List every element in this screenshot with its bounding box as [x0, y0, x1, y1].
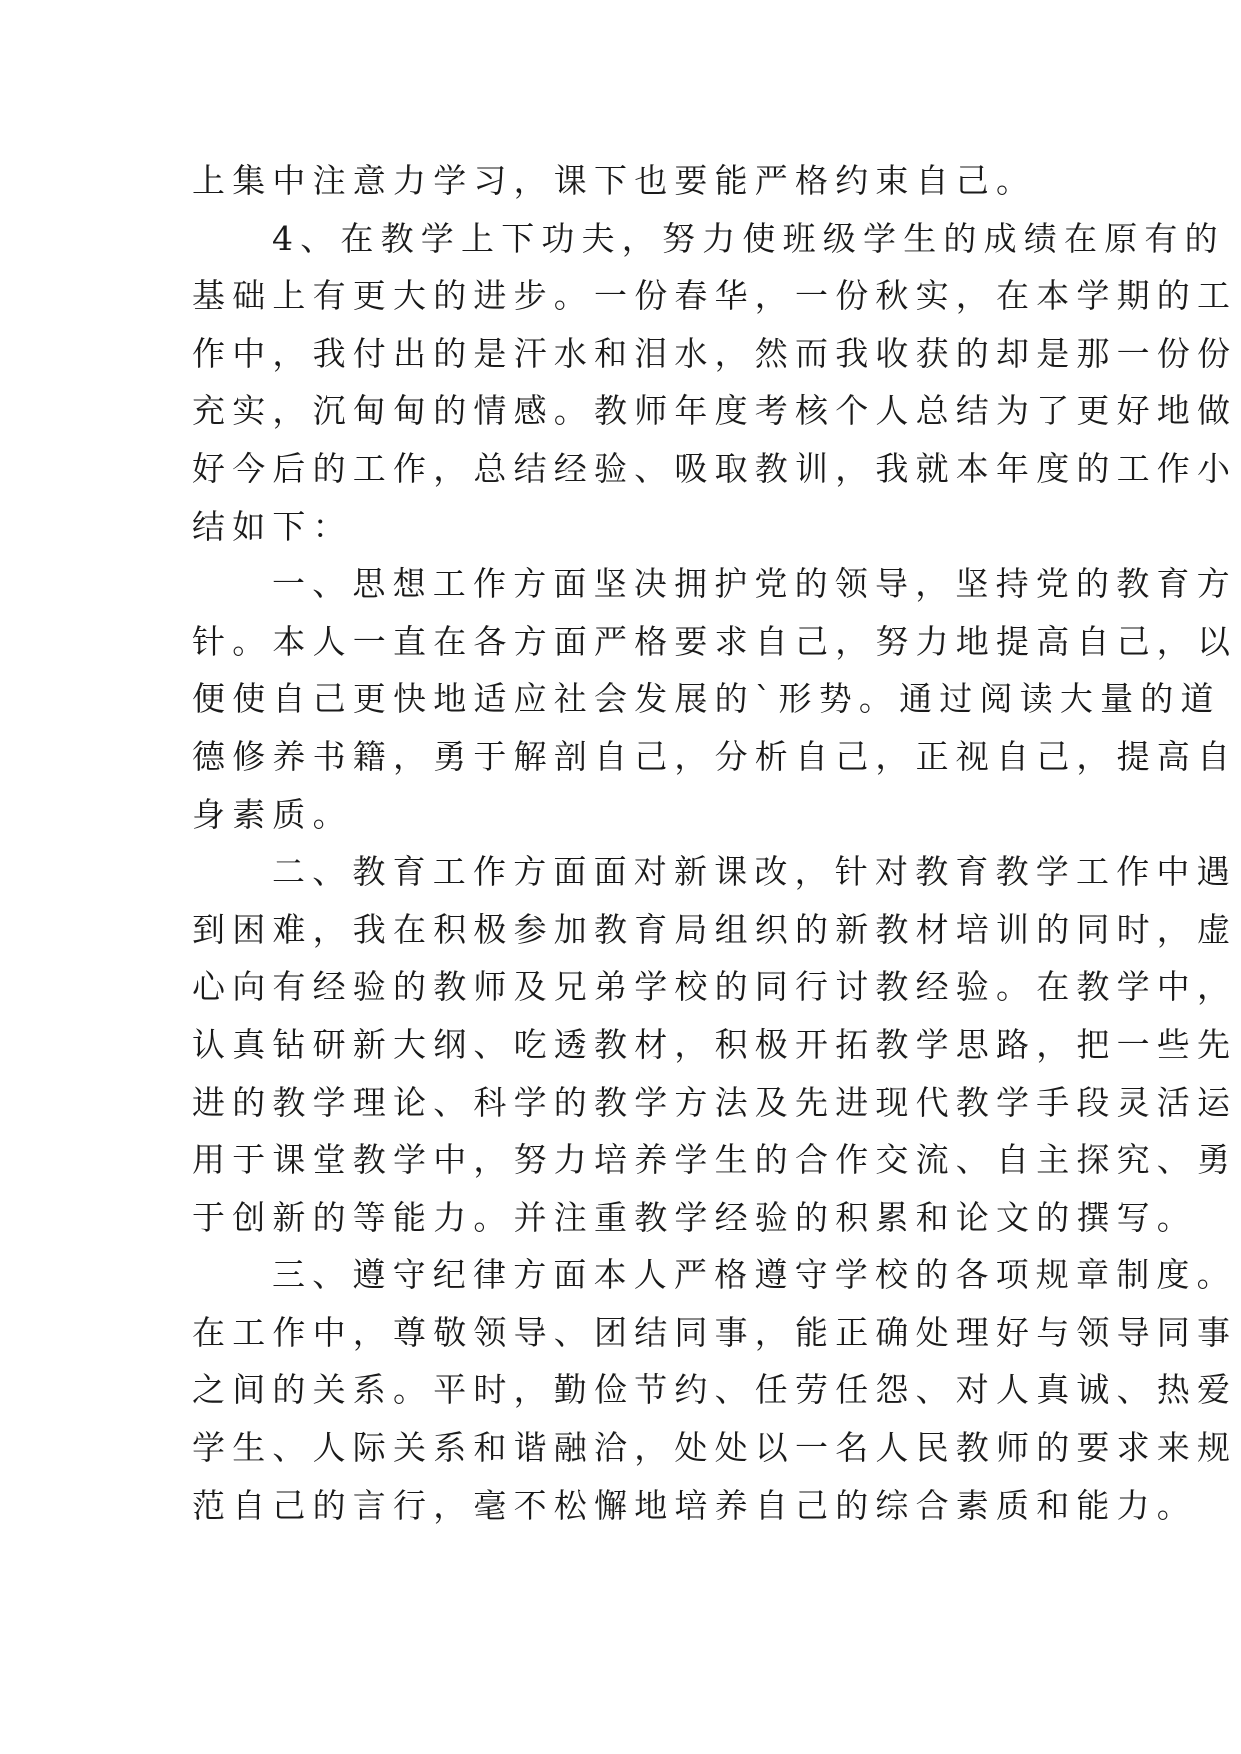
text-line: 学生、人际关系和谐融洽，处处以一名人民教师的要求来规: [192, 1428, 1238, 1468]
text-line: 充实，沉甸甸的情感。教师年度考核个人总结为了更好地做: [192, 391, 1238, 431]
text-line: 在工作中，尊敬领导、团结同事，能正确处理好与领导同事: [192, 1312, 1238, 1352]
text-line: 作中，我付出的是汗水和泪水，然而我收获的却是那一份份: [192, 333, 1238, 373]
text-line: 进的教学理论、科学的教学方法及先进现代教学手段灵活运: [192, 1082, 1238, 1122]
text-line: 三、遵守纪律方面本人严格遵守学校的各项规章制度。: [272, 1255, 1237, 1295]
text-line: 认真钻研新大纲、吃透教材，积极开拓教学思路，把一些先: [192, 1024, 1238, 1064]
text-line: 德修养书籍，勇于解剖自己，分析自己，正视自己，提高自: [192, 736, 1238, 776]
text-line: 二、教育工作方面面对新课改，针对教育教学工作中遇: [272, 852, 1237, 892]
text-line: 到困难，我在积极参加教育局组织的新教材培训的同时，虚: [192, 909, 1238, 949]
text-line: 身素质。: [192, 794, 353, 834]
text-line: 于创新的等能力。并注重教学经验的积累和论文的撰写。: [192, 1197, 1197, 1237]
text-line: 之间的关系。平时，勤俭节约、任劳任怨、对人真诚、热爱: [192, 1370, 1238, 1410]
text-line: 便使自己更快地适应社会发展的`形势。通过阅读大量的道: [192, 679, 1221, 719]
text-line: 基础上有更大的进步。一份春华，一份秋实，在本学期的工: [192, 276, 1238, 316]
document-body: [192, 152, 1238, 1534]
text-line: 心向有经验的教师及兄弟学校的同行讨教经验。在教学中，: [192, 967, 1238, 1007]
text-line: 4、在教学上下功夫，努力使班级学生的成绩在原有的: [272, 218, 1225, 258]
text-line: 一、思想工作方面坚决拥护党的领导，坚持党的教育方: [272, 564, 1237, 604]
text-line: 结如下：: [192, 506, 353, 546]
text-line: 范自己的言行，毫不松懈地培养自己的综合素质和能力。: [192, 1485, 1197, 1525]
text-line: 针。本人一直在各方面严格要求自己，努力地提高自己，以: [192, 621, 1238, 661]
text-line: 好今后的工作，总结经验、吸取教训，我就本年度的工作小: [192, 448, 1238, 488]
text-line: 上集中注意力学习，课下也要能严格约束自己。: [192, 161, 1037, 200]
text-line: 用于课堂教学中，努力培养学生的合作交流、自主探究、勇: [192, 1140, 1238, 1180]
